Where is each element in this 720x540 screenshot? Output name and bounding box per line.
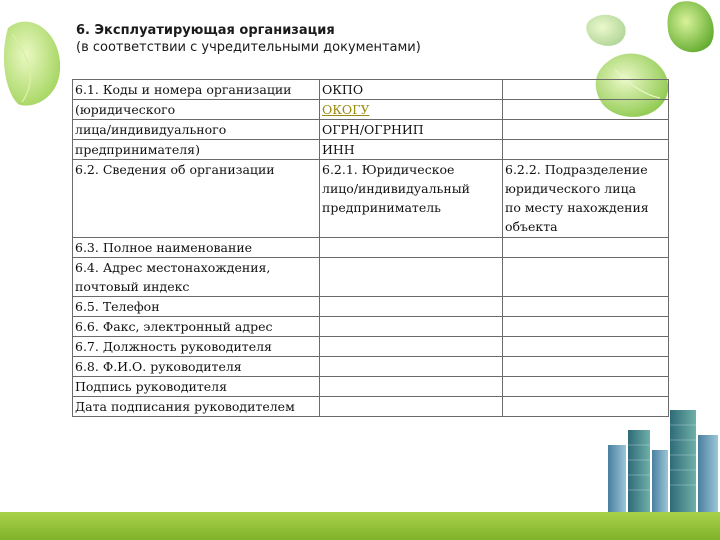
table-cell bbox=[73, 297, 320, 317]
cell-text: 6.4. Адрес местонахождения, bbox=[75, 260, 271, 275]
cell-text: почтовый индекс bbox=[75, 279, 190, 294]
cell-text: 6.6. Факс, электронный адрес bbox=[75, 319, 273, 334]
table-row bbox=[73, 357, 669, 377]
cell-text: 6.5. Телефон bbox=[75, 299, 160, 314]
table-cell bbox=[503, 140, 669, 160]
page-subtitle: (в соответствии с учредительными документами) bbox=[76, 40, 421, 55]
entity-text: лицо/индивидуальный bbox=[322, 181, 470, 196]
table-cell bbox=[320, 317, 503, 337]
table-row bbox=[73, 100, 669, 120]
table-cell bbox=[320, 377, 503, 397]
table-cell bbox=[320, 297, 503, 317]
table-cell bbox=[73, 120, 320, 140]
table-cell bbox=[73, 140, 320, 160]
table-cell bbox=[73, 377, 320, 397]
leaf-decoration-icon bbox=[0, 0, 75, 120]
table-cell bbox=[503, 357, 669, 377]
table-cell bbox=[73, 397, 320, 417]
code-inn: ИНН bbox=[322, 142, 355, 157]
division-text: юридического лица bbox=[505, 181, 637, 196]
table-cell bbox=[73, 357, 320, 377]
table-cell bbox=[503, 100, 669, 120]
table-cell bbox=[320, 397, 503, 417]
bottom-green-band bbox=[0, 512, 720, 540]
cell-text: (юридического bbox=[75, 102, 176, 117]
table-cell bbox=[73, 258, 320, 297]
table-cell bbox=[503, 120, 669, 140]
code-ogrn: ОГРН/ОГРНИП bbox=[322, 122, 424, 137]
table-cell bbox=[73, 160, 320, 238]
cell-text: 6.1. Коды и номера организации bbox=[75, 82, 292, 97]
cell-text: Дата подписания руководителем bbox=[75, 399, 295, 414]
table-cell bbox=[320, 160, 503, 238]
cell-text: 6.8. Ф.И.О. руководителя bbox=[75, 359, 242, 374]
table-cell bbox=[503, 160, 669, 238]
table-cell bbox=[73, 100, 320, 120]
table-cell bbox=[503, 297, 669, 317]
table-cell bbox=[320, 238, 503, 258]
table-cell bbox=[320, 357, 503, 377]
table-row bbox=[73, 80, 669, 100]
table-row bbox=[73, 397, 669, 417]
table-cell bbox=[503, 317, 669, 337]
cell-text: предпринимателя) bbox=[75, 142, 200, 157]
entity-text: 6.2.1. Юридическое bbox=[322, 162, 455, 177]
cell-text: 6.7. Должность руководителя bbox=[75, 339, 272, 354]
table-cell bbox=[320, 337, 503, 357]
table-cell bbox=[320, 80, 503, 100]
page-title: 6. Эксплуатирующая организация bbox=[76, 23, 335, 38]
table-cell bbox=[73, 337, 320, 357]
table-cell bbox=[73, 80, 320, 100]
entity-text: предприниматель bbox=[322, 200, 441, 215]
table-row bbox=[73, 317, 669, 337]
table-cell bbox=[320, 120, 503, 140]
table-row bbox=[73, 377, 669, 397]
cell-text: 6.2. Сведения об организации bbox=[75, 162, 275, 177]
table-cell bbox=[503, 337, 669, 357]
cell-text: 6.3. Полное наименование bbox=[75, 240, 253, 255]
organization-table bbox=[72, 79, 669, 417]
table-row bbox=[73, 337, 669, 357]
table-row bbox=[73, 238, 669, 258]
table-row bbox=[73, 160, 669, 238]
table-cell bbox=[73, 238, 320, 258]
table-cell bbox=[503, 377, 669, 397]
cell-text: лица/индивидуального bbox=[75, 122, 227, 137]
table-cell bbox=[73, 317, 320, 337]
table-cell bbox=[503, 238, 669, 258]
table-cell bbox=[503, 258, 669, 297]
table-row bbox=[73, 258, 669, 297]
table-cell bbox=[503, 80, 669, 100]
cell-text: Подпись руководителя bbox=[75, 379, 227, 394]
division-text: по месту нахождения bbox=[505, 200, 649, 215]
table-cell bbox=[320, 140, 503, 160]
table-row bbox=[73, 140, 669, 160]
code-okpo: ОКПО bbox=[322, 82, 364, 97]
table-cell bbox=[320, 258, 503, 297]
code-okogu-link[interactable]: ОКОГУ bbox=[322, 102, 370, 117]
division-text: объекта bbox=[505, 219, 558, 234]
header bbox=[76, 22, 421, 56]
city-skyline-icon bbox=[590, 400, 720, 515]
table-row bbox=[73, 120, 669, 140]
table-row bbox=[73, 297, 669, 317]
table-cell bbox=[320, 100, 503, 120]
division-text: 6.2.2. Подразделение bbox=[505, 162, 648, 177]
